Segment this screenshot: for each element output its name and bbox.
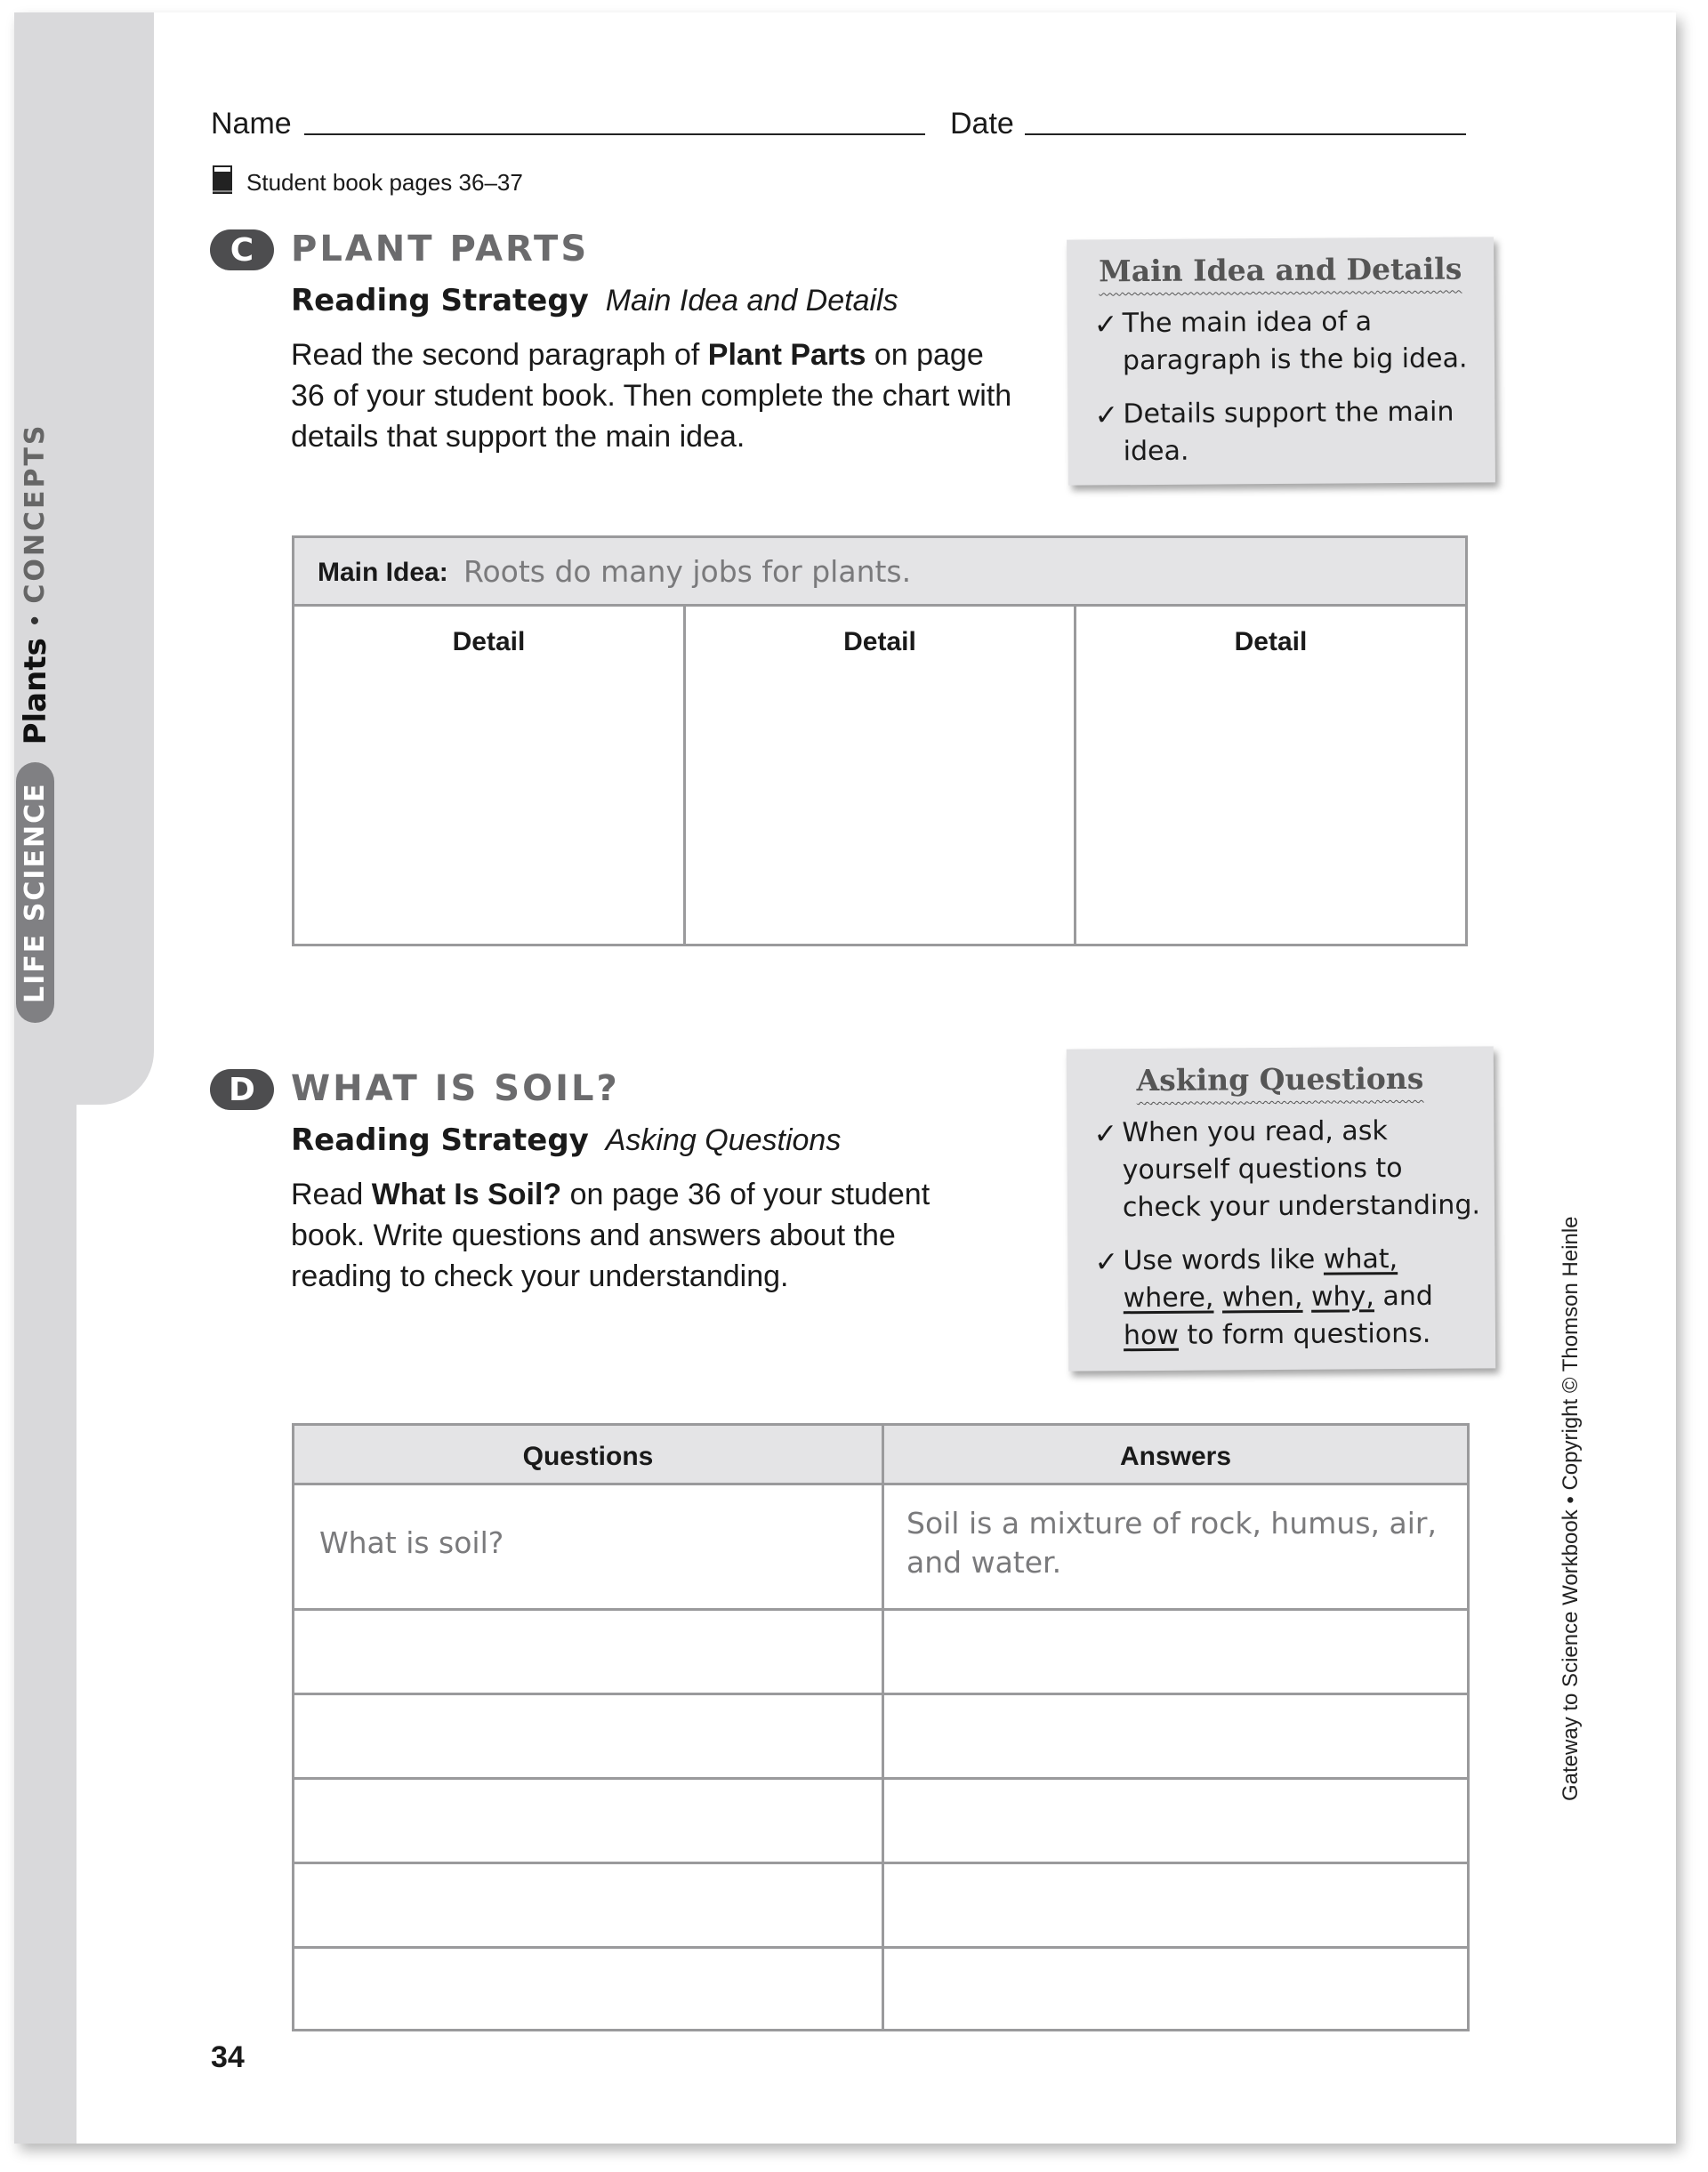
spine-label (16, 422, 54, 1023)
spine-section: CONCEPTS (20, 422, 51, 604)
spine-bullet: • (20, 615, 50, 626)
section-d-badge: D (210, 1069, 274, 1110)
strategy-label: Reading Strategy (291, 1122, 589, 1158)
question-cell[interactable] (298, 1614, 878, 1689)
note-item: ✓ The main idea of a paragraph is the big idea. (1093, 306, 1468, 377)
detail-header: Detail (1234, 627, 1308, 656)
questions-answers-table (292, 1423, 1470, 2031)
strategy-label: Reading Strategy (291, 283, 589, 318)
row-divider (294, 1862, 1467, 1864)
section-c-instructions: Read the second paragraph of Plant Parts on page 36 of your student book. Then complete the chart with details that support the main idea. (291, 338, 1012, 454)
main-idea-chart (292, 535, 1468, 946)
note-title: Asking Questions (1136, 1060, 1424, 1098)
answer-cell[interactable] (888, 1699, 1464, 1774)
main-idea-note (1067, 237, 1495, 485)
question-cell[interactable] (298, 1868, 878, 1943)
answer-cell[interactable]: Soil is a mixture of rock, humus, air, and water. (906, 1506, 1437, 1580)
spine-unit: Plants (17, 638, 53, 745)
question-cell[interactable] (298, 1783, 878, 1858)
section-c-badge: C (210, 229, 274, 270)
section-d-title: WHAT IS SOIL? (291, 1068, 620, 1109)
strategy-name: Main Idea and Details (605, 284, 898, 318)
note-title: Main Idea and Details (1099, 251, 1462, 289)
answer-cell[interactable] (888, 1868, 1464, 1943)
book-icon (211, 164, 234, 196)
detail-answer-area[interactable] (689, 670, 1070, 937)
check-icon: ✓ (1093, 1116, 1118, 1151)
section-d-instructions: Read What Is Soil? on page 36 of your student book. Write questions and answers about the reading to check your understanding. (291, 1178, 931, 1293)
page-number: 34 (211, 2040, 245, 2074)
answer-cell[interactable] (888, 1952, 1464, 2025)
check-icon: ✓ (1093, 307, 1118, 342)
book-pages: Student book pages 36–37 (246, 169, 523, 196)
note-item: ✓ Use words like what, where, when, why, and how to form questions. (1094, 1243, 1434, 1352)
note-item: ✓ When you read, ask yourself questions to check your understanding. (1093, 1115, 1481, 1224)
main-idea-answer[interactable]: Roots do many jobs for plants. (463, 554, 912, 589)
answers-header: Answers (1119, 1442, 1232, 1471)
date-label: Date (950, 107, 1014, 141)
question-cell[interactable]: What is soil? (319, 1525, 504, 1560)
strategy-name: Asking Questions (605, 1123, 842, 1157)
section-c-strategy (291, 283, 898, 318)
name-label: Name (211, 107, 292, 141)
row-divider (294, 1946, 1467, 1949)
question-cell[interactable] (298, 1952, 878, 2025)
detail-answer-area[interactable] (1080, 670, 1461, 937)
detail-answer-area[interactable] (298, 670, 681, 937)
note-item: ✓ Details support the main idea. (1094, 396, 1454, 468)
detail-header: Detail (843, 627, 916, 656)
section-d-strategy (291, 1122, 841, 1158)
check-icon: ✓ (1094, 1244, 1119, 1279)
section-c-title: PLANT PARTS (291, 229, 590, 269)
row-divider (294, 1693, 1467, 1695)
answer-cell[interactable] (888, 1783, 1464, 1858)
name-field[interactable] (304, 133, 925, 135)
spine-subject-pill: LIFE SCIENCE (16, 762, 54, 1023)
detail-header: Detail (452, 627, 526, 656)
row-divider (294, 1777, 1467, 1780)
copyright-credit: Gateway to Science Workbook • Copyright © Thomson Heinle (1559, 1216, 1583, 1801)
question-cell[interactable] (298, 1699, 878, 1774)
main-idea-label: Main Idea: (318, 558, 448, 587)
column-divider (882, 1426, 884, 2029)
questions-header: Questions (522, 1442, 654, 1471)
asking-questions-note (1067, 1046, 1496, 1371)
answer-cell[interactable] (888, 1614, 1464, 1689)
main-idea-row (294, 538, 1465, 607)
row-divider (294, 1608, 1467, 1611)
check-icon: ✓ (1094, 398, 1119, 432)
date-field[interactable] (1025, 133, 1466, 135)
